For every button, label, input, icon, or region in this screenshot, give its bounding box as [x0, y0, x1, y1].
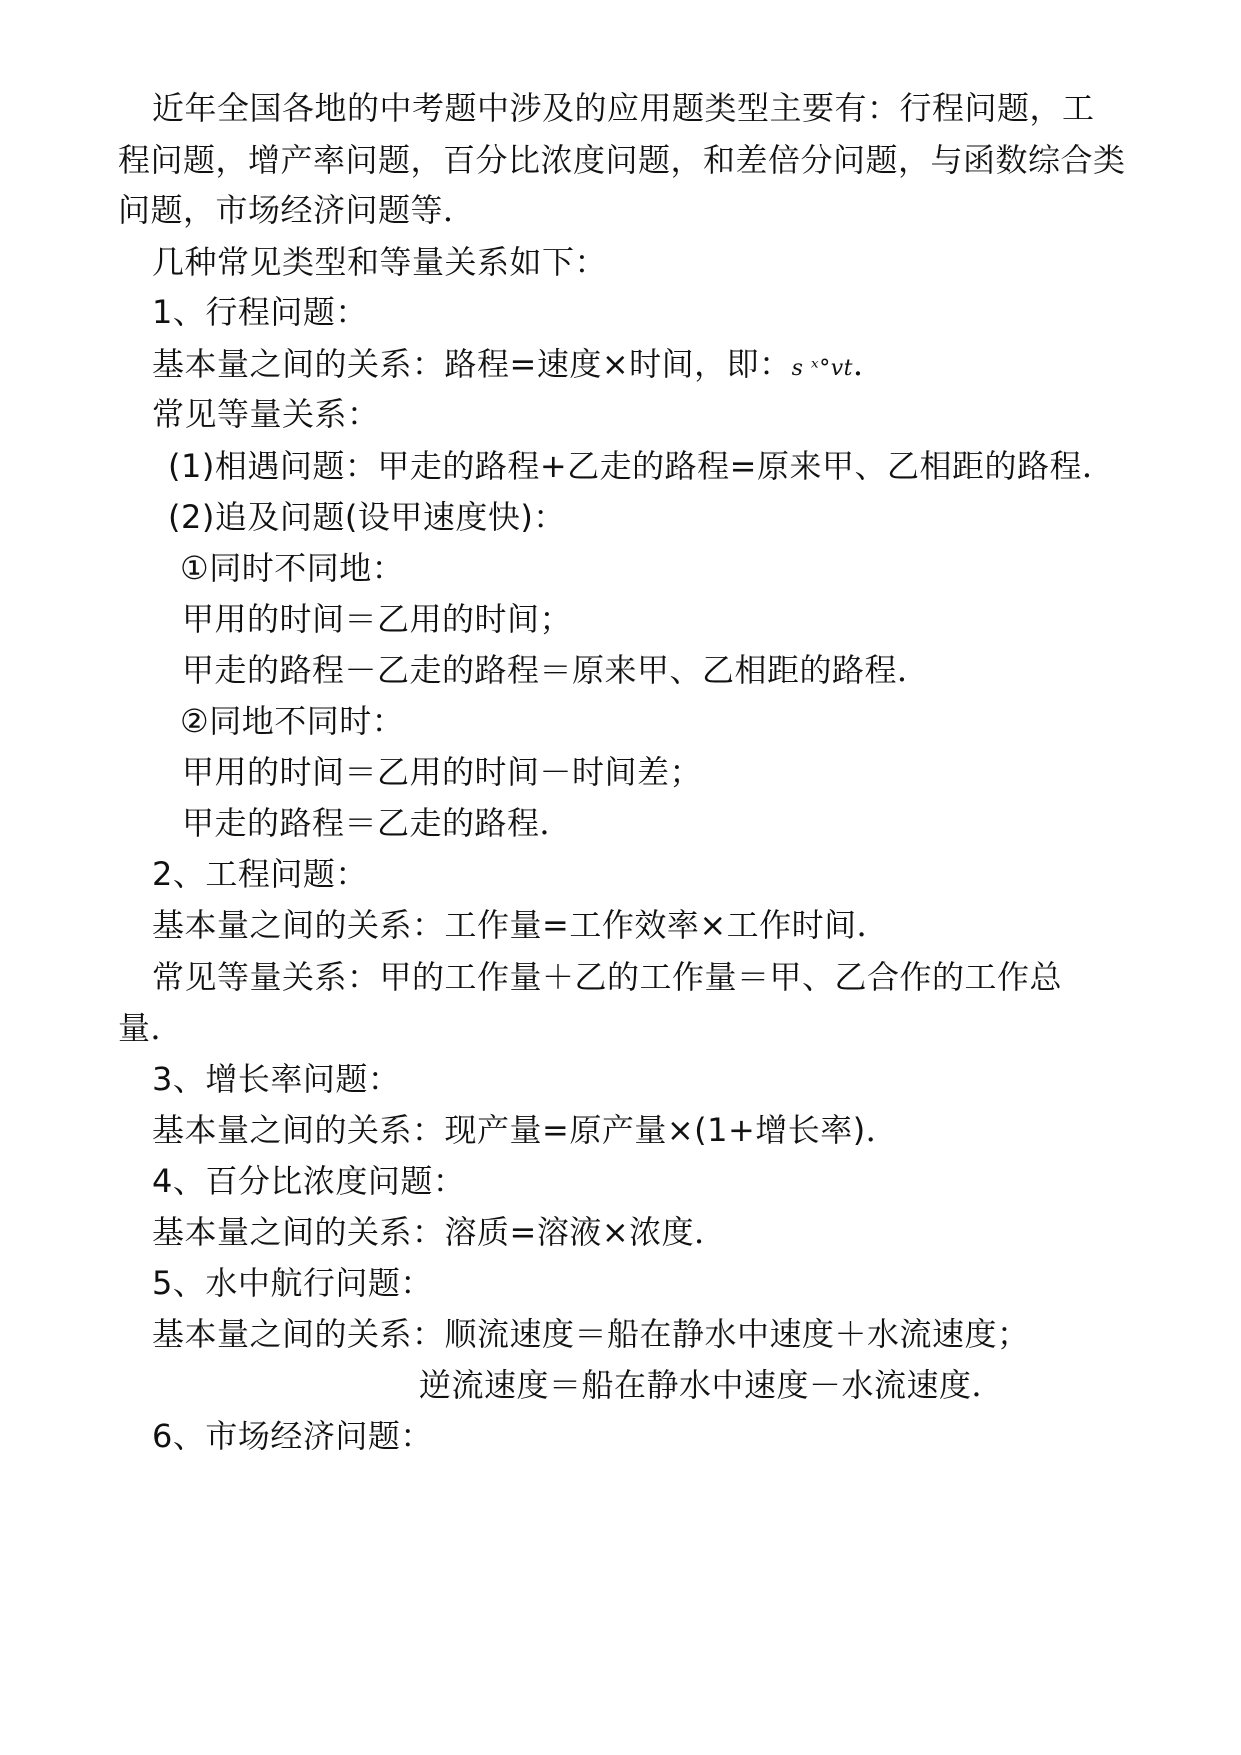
- chase-case-2-title: ②同地不同时：: [180, 702, 405, 740]
- section-5-relation-1: 基本量之间的关系：顺流速度＝船在静水中速度＋水流速度；: [152, 1315, 1030, 1353]
- section-5-title: 5、水中航行问题：: [152, 1264, 433, 1302]
- chase-case-2-a: 甲用的时间＝乙用的时间－时间差；: [182, 753, 703, 791]
- intro-line-1: 近年全国各地的中考题中涉及的应用题类型主要有：行程问题，工: [152, 89, 1095, 127]
- intro-line-3: 问题，市场经济问题等．: [118, 191, 476, 229]
- summary-line: 几种常见类型和等量关系如下：: [152, 243, 608, 281]
- chase-problem: (2)追及问题(设甲速度快)：: [168, 498, 566, 536]
- section-2-title: 2、工程问题：: [152, 855, 368, 893]
- relation-text: 基本量之间的关系：路程=速度×时间，即：: [152, 345, 792, 383]
- section-6-title: 6、市场经济问题：: [152, 1417, 433, 1455]
- intro-line-2: 程问题，增产率问题，百分比浓度问题，和差倍分问题，与函数综合类: [118, 141, 1126, 179]
- meet-problem: (1)相遇问题：甲走的路程+乙走的路程=原来甲、乙相距的路程．: [168, 447, 1115, 485]
- chase-case-2-b: 甲走的路程＝乙走的路程．: [182, 804, 573, 842]
- section-1-relation: [152, 344, 886, 389]
- section-1-title: 1、行程问题：: [152, 293, 368, 331]
- formula-svt: s ˣ°vt: [791, 356, 854, 381]
- section-5-relation-2: 逆流速度＝船在静水中速度－水流速度．: [419, 1366, 1005, 1404]
- relation-period: ．: [853, 345, 886, 383]
- section-4-title: 4、百分比浓度问题：: [152, 1162, 466, 1200]
- section-2-relation: 基本量之间的关系：工作量=工作效率×工作时间．: [152, 906, 890, 944]
- section-4-relation: 基本量之间的关系：溶质=溶液×浓度．: [152, 1213, 727, 1251]
- section-2-common-1: 常见等量关系：甲的工作量＋乙的工作量＝甲、乙合作的工作总: [152, 958, 1063, 996]
- chase-case-1-b: 甲走的路程－乙走的路程＝原来甲、乙相距的路程．: [182, 651, 930, 689]
- section-1-common: 常见等量关系：: [152, 395, 380, 433]
- chase-case-1-a: 甲用的时间＝乙用的时间；: [182, 600, 573, 638]
- section-2-common-2: 量．: [118, 1009, 184, 1047]
- section-3-title: 3、增长率问题：: [152, 1060, 401, 1098]
- section-3-relation: 基本量之间的关系：现产量=原产量×(1+增长率)．: [152, 1111, 899, 1149]
- chase-case-1-title: ①同时不同地：: [180, 549, 405, 587]
